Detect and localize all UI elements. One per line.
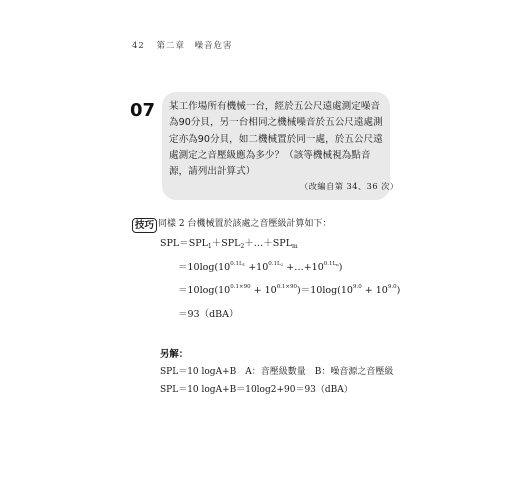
exponent-subscript: n <box>336 262 339 267</box>
formula-line-1 <box>160 235 298 250</box>
exponent-text: 0.1L <box>323 261 337 267</box>
formula-text: )＝10log(10 <box>297 285 353 296</box>
formula-text: +10 <box>245 262 269 273</box>
answer-line-1: SPL＝10 logA+B A：音壓級數量 B：噪音源之音壓級 <box>160 367 394 377</box>
exponent <box>230 261 245 267</box>
question-text: 某工作場所有機械一台，經於五公尺遠處測定噪音為90分貝，另一台相同之機械噪音於五公尺遠處測定亦為90分貝，如二機械置於同一處，於五公尺遠處測定之音壓級應為多少？（該等機械視為點音源，請列出計算式） <box>169 101 383 178</box>
exponent: 9.0 <box>352 284 362 290</box>
formula-line-4: ＝93（dBA） <box>178 309 239 320</box>
question-source: （改編自第 34、36 次） <box>300 181 399 191</box>
exponent-subscript: 1 <box>242 262 246 267</box>
answer-line-2: SPL＝10 logA+B＝10log2+90＝93（dBA） <box>160 385 353 395</box>
technique-badge: 技巧 <box>132 218 157 233</box>
subscript: 2 <box>240 243 245 250</box>
exponent-text: 0.1L <box>268 261 281 267</box>
chapter-title: 第二章 噪音危害 <box>156 41 233 51</box>
formula-text: +…+10 <box>283 262 324 273</box>
formula-text: ＋SPL <box>211 238 241 249</box>
formula-text: ＋…＋SPL <box>244 238 293 249</box>
exponent <box>268 261 283 267</box>
formula-text: ) <box>338 262 343 273</box>
formula-line-3 <box>178 282 400 296</box>
page-header <box>132 39 233 51</box>
formula-text: SPL＝SPL <box>160 238 208 249</box>
exponent: 0.1×90 <box>276 284 298 290</box>
exponent <box>324 261 339 267</box>
subscript: 1 <box>207 243 212 250</box>
formula-text: + 10 <box>250 285 277 296</box>
formula-text: ＝10log(10 <box>178 262 231 273</box>
exponent: 0.1×90 <box>230 284 251 290</box>
formula-text: + 10 <box>361 285 388 296</box>
answer-heading: 另解： <box>160 349 189 360</box>
page-number: 42 <box>132 41 145 51</box>
formula-line-2 <box>178 259 342 273</box>
technique-intro: 同樣 2 台機械置於該處之音壓級計算如下： <box>158 219 332 229</box>
subscript: m <box>292 243 298 250</box>
formula-text: ＝10log(10 <box>178 285 231 296</box>
question-number: 07 <box>130 100 156 121</box>
exponent: 9.0 <box>387 284 397 290</box>
exponent-text: 0.1L <box>230 261 243 267</box>
formula-text: ) <box>396 285 401 296</box>
exponent-subscript: 2 <box>280 262 284 267</box>
